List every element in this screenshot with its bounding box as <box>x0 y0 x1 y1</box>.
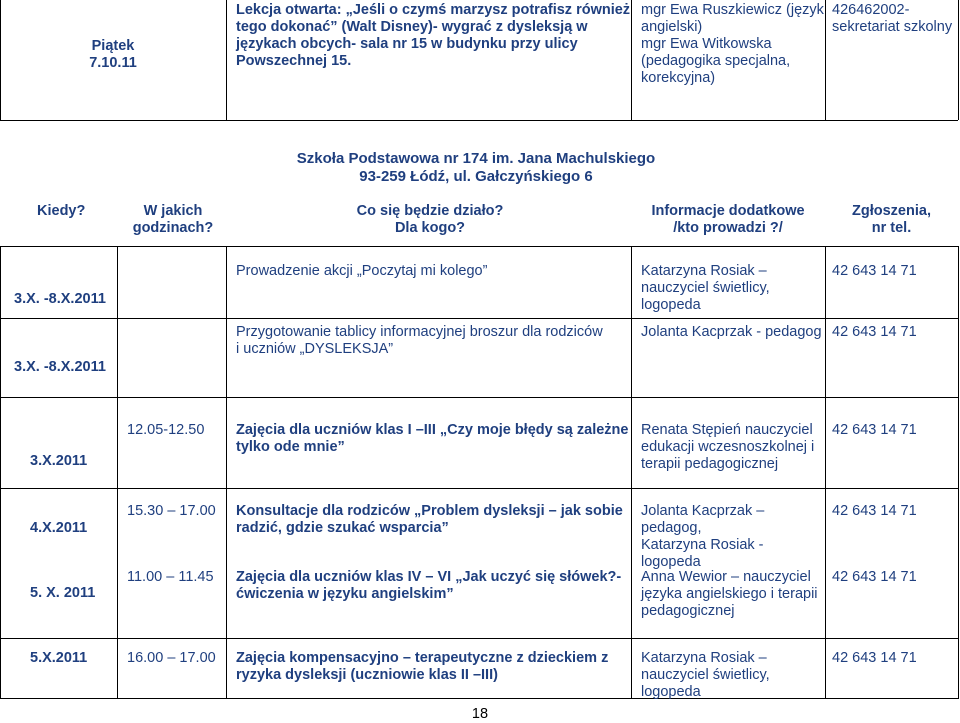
header-what <box>330 203 530 237</box>
col-divider <box>117 246 118 699</box>
row-info-line: logopeda <box>641 554 701 570</box>
school-header <box>186 150 766 186</box>
table-top-border <box>0 246 958 247</box>
top-teachers-line: mgr Ewa Ruszkiewicz (język <box>641 2 824 18</box>
top-table-bottom-border <box>0 120 958 121</box>
row-info <box>641 422 814 473</box>
col-divider <box>958 246 959 699</box>
row-activity-line: Zajęcia kompensacyjno – terapeutyczne z dzieckiem z <box>236 650 609 666</box>
top-table-divider-2 <box>226 0 227 120</box>
header-apply-line: Zgłoszenia, <box>852 203 931 219</box>
page-number: 18 <box>471 706 489 722</box>
row-date: 3.X. -8.X.2011 <box>14 291 106 307</box>
row-info-line: Jolanta Kacprzak - pedagog <box>641 324 822 340</box>
row-info-line: logopeda <box>641 684 701 700</box>
row-divider <box>0 638 958 639</box>
row-info-line: edukacji wczesnoszkolnej i <box>641 439 815 455</box>
header-when: Kiedy? <box>37 203 86 219</box>
row-activity <box>236 503 623 537</box>
top-teachers-line: korekcyjna) <box>641 70 716 86</box>
top-event-line: językach obcych- sala nr 15 w budynku przy ulicy <box>236 36 578 52</box>
top-table-divider-4 <box>825 0 826 120</box>
row-info-line: pedagogicznej <box>641 603 735 619</box>
row-activity-line: Prowadzenie akcji „Poczytaj mi kolego” <box>236 263 488 279</box>
row-info <box>641 503 764 571</box>
header-apply-line: nr tel. <box>871 220 912 236</box>
top-day: Piątek <box>91 38 135 54</box>
row-date: 4.X.2011 <box>30 520 88 536</box>
row-time: 15.30 – 17.00 <box>127 503 216 519</box>
row-info-line: pedagog, <box>641 520 702 536</box>
header-what-line: Co się będzie działo? <box>356 203 504 219</box>
top-day-cell <box>0 38 226 72</box>
row-info-line: Renata Stępień nauczyciel <box>641 422 813 438</box>
row-info-line: logopeda <box>641 297 701 313</box>
row-info <box>641 263 770 314</box>
header-hours-line: godzinach? <box>132 220 214 236</box>
row-activity-line: ryzyka dysleksji (uczniowie klas II –III) <box>236 667 498 683</box>
row-phone: 42 643 14 71 <box>832 650 917 666</box>
row-time: 11.00 – 11.45 <box>127 569 214 585</box>
top-contact-line: sekretariat szkolny <box>832 19 953 35</box>
top-event-line: Lekcja otwarta: „Jeśli o czymś marzysz potrafisz również <box>236 2 631 18</box>
top-contact-cell <box>832 2 956 36</box>
row-date: 5. X. 2011 <box>30 585 96 601</box>
row-activity-line: i uczniów „DYSLEKSJA” <box>236 341 394 357</box>
row-phone: 42 643 14 71 <box>832 324 917 340</box>
row-phone: 42 643 14 71 <box>832 503 917 519</box>
table-bottom-border <box>0 698 958 699</box>
top-event-line: Powszechnej 15. <box>236 53 352 69</box>
header-hours-line: W jakich <box>143 203 203 219</box>
row-info-line: Katarzyna Rosiak - <box>641 537 764 553</box>
row-activity-line: tylko ode mnie” <box>236 439 345 455</box>
row-phone: 42 643 14 71 <box>832 422 917 438</box>
header-info-line: Informacje dodatkowe <box>651 203 805 219</box>
col-divider <box>631 246 632 699</box>
top-contact-line: 426462002- <box>832 2 910 18</box>
row-phone: 42 643 14 71 <box>832 569 917 585</box>
header-info <box>631 203 825 237</box>
row-info-line: nauczyciel świetlicy, <box>641 667 770 683</box>
row-activity <box>236 263 487 280</box>
row-activity-line: ćwiczenia w języku angielskim” <box>236 586 454 602</box>
row-info <box>641 569 818 620</box>
col-divider <box>0 246 1 699</box>
row-time: 12.05-12.50 <box>127 422 205 438</box>
row-time: 16.00 – 17.00 <box>127 650 216 666</box>
header-info-line: /kto prowadzi ?/ <box>673 220 783 236</box>
row-date: 3.X.2011 <box>30 453 88 469</box>
row-activity-line: Zajęcia dla uczniów klas I –III „Czy moje błędy są zależne <box>236 422 629 438</box>
row-activity-line: Zajęcia dla uczniów klas IV – VI „Jak uczyć się słówek?- <box>236 569 622 585</box>
row-info-line: Jolanta Kacprzak – <box>641 503 765 519</box>
top-teachers-cell <box>641 2 823 87</box>
row-activity <box>236 650 608 684</box>
top-teachers-line: mgr Ewa Witkowska <box>641 36 772 52</box>
header-apply <box>825 203 958 237</box>
row-activity-line: Przygotowanie tablicy informacyjnej broszur dla rodziców <box>236 324 603 340</box>
row-activity-line: radzić, gdzie szukać wsparcia” <box>236 520 449 536</box>
header-what-line: Dla kogo? <box>394 220 466 236</box>
top-table-divider-5 <box>958 0 959 120</box>
row-phone: 42 643 14 71 <box>832 263 917 279</box>
row-divider <box>0 397 958 398</box>
row-info-line: języka angielskiego i terapii <box>641 586 818 602</box>
row-activity-line: Konsultacje dla rodziców „Problem dysleksji – jak sobie <box>236 503 623 519</box>
row-activity <box>236 422 628 456</box>
top-event-line: tego dokonać” (Walt Disney)- wygrać z dysleksją w <box>236 19 588 35</box>
school-address: 93-259 Łódź, ul. Gałczyńskiego 6 <box>359 168 593 185</box>
row-date: 5.X.2011 <box>30 650 88 666</box>
row-activity <box>236 569 621 603</box>
row-date: 3.X. -8.X.2011 <box>14 359 106 375</box>
col-divider <box>825 246 826 699</box>
col-divider <box>226 246 227 699</box>
row-info <box>641 650 770 701</box>
row-info-line: Anna Wewior – nauczyciel <box>641 569 811 585</box>
top-date: 7.10.11 <box>89 55 137 71</box>
row-divider <box>0 318 958 319</box>
row-info-line: Katarzyna Rosiak – <box>641 263 767 279</box>
top-teachers-line: (pedagogika specjalna, <box>641 53 791 69</box>
row-activity <box>236 324 603 358</box>
top-table-divider-3 <box>631 0 632 120</box>
school-name: Szkoła Podstawowa nr 174 im. Jana Machulskiego <box>296 150 656 167</box>
row-info <box>641 324 822 341</box>
top-teachers-line: angielski) <box>641 19 703 35</box>
row-info-line: terapii pedagogicznej <box>641 456 779 472</box>
header-hours <box>112 203 234 237</box>
row-divider <box>0 488 958 489</box>
top-event-cell <box>236 2 631 70</box>
row-info-line: nauczyciel świetlicy, <box>641 280 770 296</box>
row-info-line: Katarzyna Rosiak – <box>641 650 767 666</box>
